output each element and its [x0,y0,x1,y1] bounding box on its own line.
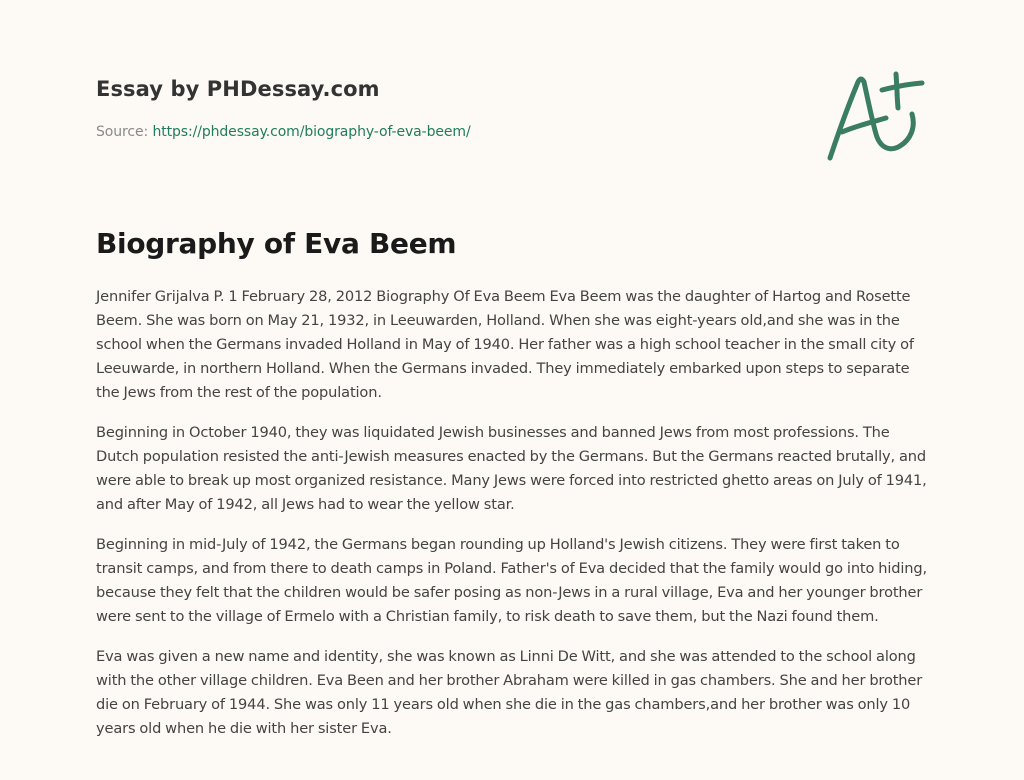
essay-paragraph: Beginning in mid-July of 1942, the Germans began rounding up Holland's Jewish citizens. They were first taken to transit camps, and from there to death camps in Poland. Father's of Eva decided that the family would go into hiding, because they felt that the children would be safer posing as non-Jews in a rural village, Eva and her younger brother were sent to the village of Ermelo with a Christian family, to risk death to save them, but the Nazi found them. [96,536,927,625]
essay-body [96,285,928,757]
essay-title: Biography of Eva Beem [96,227,457,260]
essay-paragraph: Beginning in October 1940, they was liquidated Jewish businesses and banned Jews from most professions. The Dutch population resisted the anti-Jewish measures enacted by the Germans. But the Germans reacted brutally, and were able to break up most organized resistance. Many Jews were forced into restricted ghetto areas on July of 1941, and after May of 1942, all Jews had to wear the yellow star. [96,424,927,513]
site-title: Essay by PHDessay.com [96,77,380,101]
essay-paragraph: Jennifer Grijalva P. 1 February 28, 2012 Biography Of Eva Beem Eva Beem was the daughter of Hartog and Rosette Beem. She was born on May 21, 1932, in Leeuwarden, Holland. When she was eight-years old,and she was in the school when the Germans invaded Holland in May of 1940. Her father was a high school teacher in the small city of Leeuwarde, in northern Holland. When the Germans invaded. They immediately embarked upon steps to separate the Jews from the rest of the population. [96,288,914,401]
source-line [96,124,471,140]
essay-paragraph: Eva was given a new name and identity, she was known as Linni De Witt, and she was attended to the school along with the other village children. Eva Been and her brother Abraham were killed in gas chambers. She and her brother die on February of 1944. She was only 11 years old when she die in the gas chambers,and her brother was only 10 years old when he die with her sister Eva. [96,648,923,737]
source-link[interactable]: https://phdessay.com/biography-of-eva-beem/ [152,124,471,140]
source-label: Source: [96,124,153,140]
a-plus-grade-icon [824,68,928,164]
